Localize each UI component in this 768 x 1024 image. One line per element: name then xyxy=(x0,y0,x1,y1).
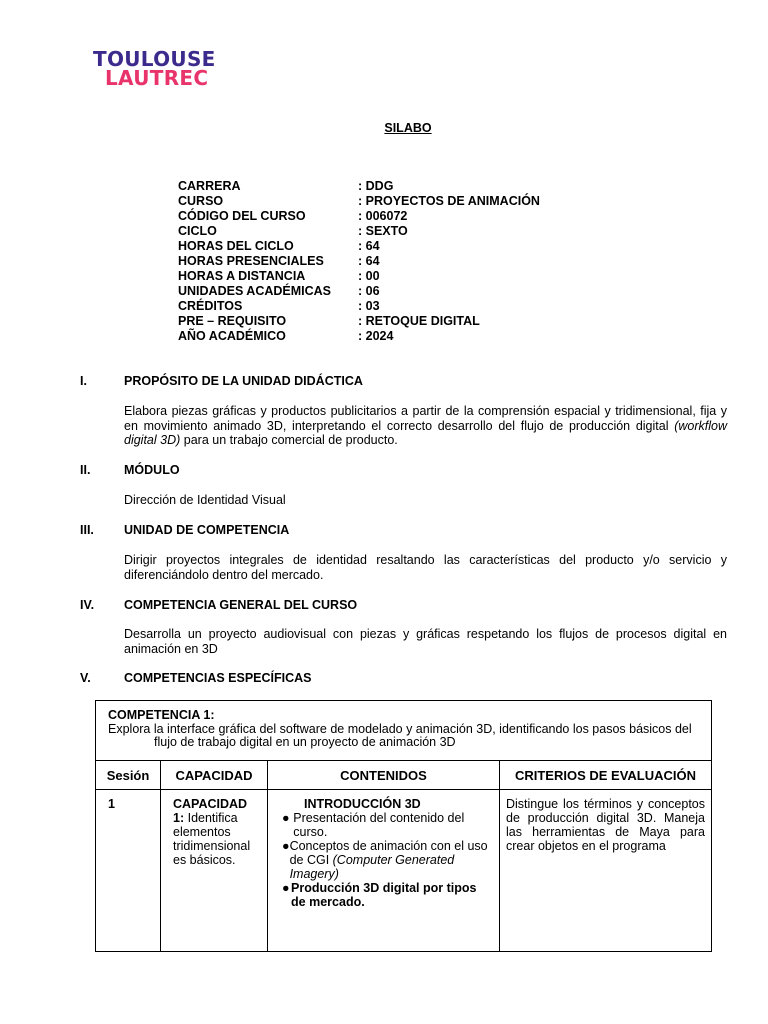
info-row xyxy=(178,284,540,299)
list-item-text-part: Conceptos de animación con el uso de CGI xyxy=(289,839,488,867)
list-item xyxy=(282,811,489,839)
sessions-table xyxy=(96,761,711,952)
section-heading xyxy=(80,523,289,537)
section-title: COMPETENCIA GENERAL DEL CURSO xyxy=(124,598,358,612)
bullet-icon: ● xyxy=(282,811,290,825)
course-info xyxy=(178,179,540,344)
table-header-row xyxy=(96,761,711,790)
info-value: : 06 xyxy=(358,284,380,298)
contenidos-list xyxy=(282,811,489,909)
competencia-description: flujo de trabajo digital en un proyecto de animación 3D xyxy=(154,735,456,749)
section-title: MÓDULO xyxy=(124,463,180,477)
section-title: COMPETENCIAS ESPECÍFICAS xyxy=(124,671,312,685)
section-number: II. xyxy=(80,463,91,477)
info-value: : SEXTO xyxy=(358,224,408,238)
cell-criterios xyxy=(500,790,712,953)
section-paragraph: Dirigir proyectos integrales de identidad resaltando las características del producto y/o servicio y diferenciándolo dentro del mercado. xyxy=(124,553,727,582)
bullet-icon: ● xyxy=(282,881,290,895)
section-paragraph xyxy=(124,404,727,448)
section-heading xyxy=(80,463,180,477)
contenidos-content xyxy=(268,790,499,916)
info-label: CICLO xyxy=(178,224,217,238)
info-row xyxy=(178,209,540,224)
info-row xyxy=(178,329,540,344)
competencia-header xyxy=(96,701,711,761)
info-value: : 006072 xyxy=(358,209,408,223)
header-criterios: CRITERIOS DE EVALUACIÓN xyxy=(500,761,712,790)
section-heading xyxy=(80,671,312,685)
info-row xyxy=(178,314,540,329)
section-number: V. xyxy=(80,671,91,685)
criterio-text: Distingue los términos y conceptos de producción digital 3D. Maneja las herramientas de Maya para crear objetos en el programa xyxy=(506,797,705,853)
info-row xyxy=(178,269,540,284)
section-title: UNIDAD DE COMPETENCIA xyxy=(124,523,290,537)
info-value: : RETOQUE DIGITAL xyxy=(358,314,480,328)
table-row xyxy=(96,790,711,953)
bullet-icon: ● xyxy=(282,839,290,853)
capacidad-description: Identifica elementos tridimensional es básicos. xyxy=(173,811,251,867)
contenidos-title: INTRODUCCIÓN 3D xyxy=(304,797,421,811)
info-row xyxy=(178,224,540,239)
info-value: : 2024 xyxy=(358,329,394,343)
section-number: III. xyxy=(80,523,94,537)
competencia-description: Explora la interface gráfica del software de modelado y animación 3D, identificando los pasos básicos del xyxy=(108,721,692,736)
info-row xyxy=(178,179,540,194)
section-paragraph: Dirección de Identidad Visual xyxy=(124,493,286,507)
list-item xyxy=(282,839,489,881)
cell-contenidos xyxy=(268,790,500,953)
info-label: HORAS A DISTANCIA xyxy=(178,269,306,283)
competencia-table xyxy=(95,700,712,952)
info-row xyxy=(178,299,540,314)
paragraph-text: Elabora piezas gráficas y productos publicitarios a partir de la comprensión espacial y tridimensional, fija y en movimiento animado 3D, interpretando el correcto desarrollo del flujo de producción digital xyxy=(124,404,727,433)
section-heading xyxy=(80,598,357,612)
competencia-title: COMPETENCIA 1: xyxy=(108,708,215,722)
capacidad-label: CAPACIDAD 1: xyxy=(173,797,248,825)
info-label: UNIDADES ACADÉMICAS xyxy=(178,284,332,298)
list-item-italic-text: (Computer Generated Imagery) xyxy=(289,853,455,881)
list-item-text xyxy=(290,839,489,881)
info-value: : 00 xyxy=(358,269,380,283)
info-value: : 03 xyxy=(358,299,380,313)
info-value: : DDG xyxy=(358,179,394,193)
info-value: : 64 xyxy=(358,254,380,268)
info-label: HORAS PRESENCIALES xyxy=(178,254,324,268)
document-title: SILABO xyxy=(384,121,432,135)
section-heading xyxy=(80,374,363,388)
brand-logo-line2: LAUTREC xyxy=(105,66,209,90)
paragraph-italic-text: (workflow digital 3D) xyxy=(124,418,727,447)
info-label: PRE – REQUISITO xyxy=(178,314,287,328)
info-value: : PROYECTOS DE ANIMACIÓN xyxy=(358,194,540,208)
info-label: CRÉDITOS xyxy=(178,299,243,313)
brand-logo-line1: TOULOUSE xyxy=(93,47,216,71)
list-item xyxy=(282,881,489,909)
capacidad-text xyxy=(161,790,267,874)
list-item-text: Presentación del contenido del curso. xyxy=(293,811,465,839)
section-number: IV. xyxy=(80,598,95,612)
section-title: PROPÓSITO DE LA UNIDAD DIDÁCTICA xyxy=(124,374,363,388)
info-label: CURSO xyxy=(178,194,224,208)
section-paragraph: Desarrolla un proyecto audiovisual con piezas y gráficas respetando los flujos de procesos digital en animación en 3D xyxy=(124,627,727,656)
cell-capacidad xyxy=(161,790,268,953)
header-capacidad: CAPACIDAD xyxy=(161,761,268,790)
info-row xyxy=(178,194,540,209)
info-label: CARRERA xyxy=(178,179,241,193)
info-row xyxy=(178,254,540,269)
list-item-text: Producción 3D digital por tipos de mercado. xyxy=(291,881,477,909)
section-number: I. xyxy=(80,374,87,388)
info-label: HORAS DEL CICLO xyxy=(178,239,294,253)
cell-sesion xyxy=(96,790,161,953)
info-label: CÓDIGO DEL CURSO xyxy=(178,209,306,223)
paragraph-text: para un trabajo comercial de producto. xyxy=(180,433,398,447)
header-contenidos: CONTENIDOS xyxy=(268,761,500,790)
info-value: : 64 xyxy=(358,239,380,253)
sesion-number: 1 xyxy=(108,797,115,811)
info-row xyxy=(178,239,540,254)
info-label: AÑO ACADÉMICO xyxy=(178,329,286,343)
header-sesion: Sesión xyxy=(96,761,161,790)
brand-logo xyxy=(93,47,216,90)
